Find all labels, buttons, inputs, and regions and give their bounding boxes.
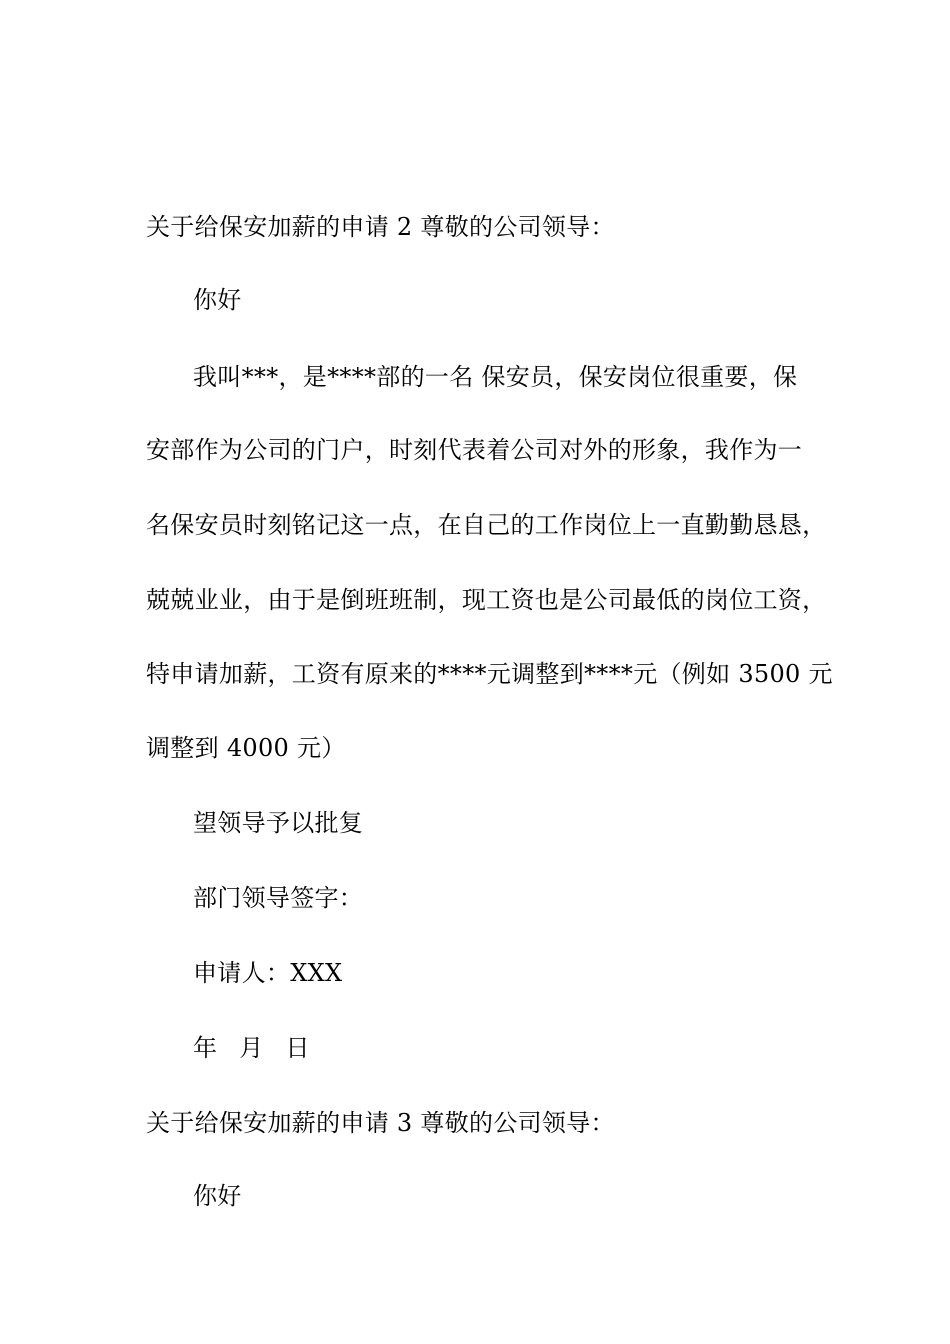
letter2-dept-signature: 部门领导签字： <box>193 884 364 912</box>
letter2-closing: 望领导予以批复 <box>193 809 364 837</box>
letter2-body-line-1: 我叫***，是****部的一名 保安员，保安岗位很重要，保 <box>193 363 798 391</box>
letter2-body-line-5: 特申请加薪，工资有原来的****元调整到****元（例如 3500 元 <box>146 660 833 688</box>
letter2-greeting: 你好 <box>193 286 242 314</box>
date-year: 年 <box>193 1034 218 1062</box>
letter2-applicant: 申请人：XXX <box>193 959 343 987</box>
letter2-body-line-2: 安部作为公司的门户，时刻代表着公司对外的形象，我作为一 <box>146 436 803 464</box>
letter2-date <box>193 1033 873 1063</box>
letter2-body-line-4: 兢兢业业，由于是倒班班制，现工资也是公司最低的岗位工资， <box>146 586 827 614</box>
letter2-title: 关于给保安加薪的申请 2 尊敬的公司领导： <box>146 213 615 241</box>
date-day: 日 <box>285 1034 310 1062</box>
letter3-greeting: 你好 <box>193 1182 242 1210</box>
letter3-title: 关于给保安加薪的申请 3 尊敬的公司领导： <box>146 1109 615 1137</box>
date-month: 月 <box>239 1034 264 1062</box>
letter2-body-line-6: 调整到 4000 元） <box>146 734 346 762</box>
letter2-body-line-3: 名保安员时刻铭记这一点，在自己的工作岗位上一直勤勤恳恳， <box>146 511 827 539</box>
